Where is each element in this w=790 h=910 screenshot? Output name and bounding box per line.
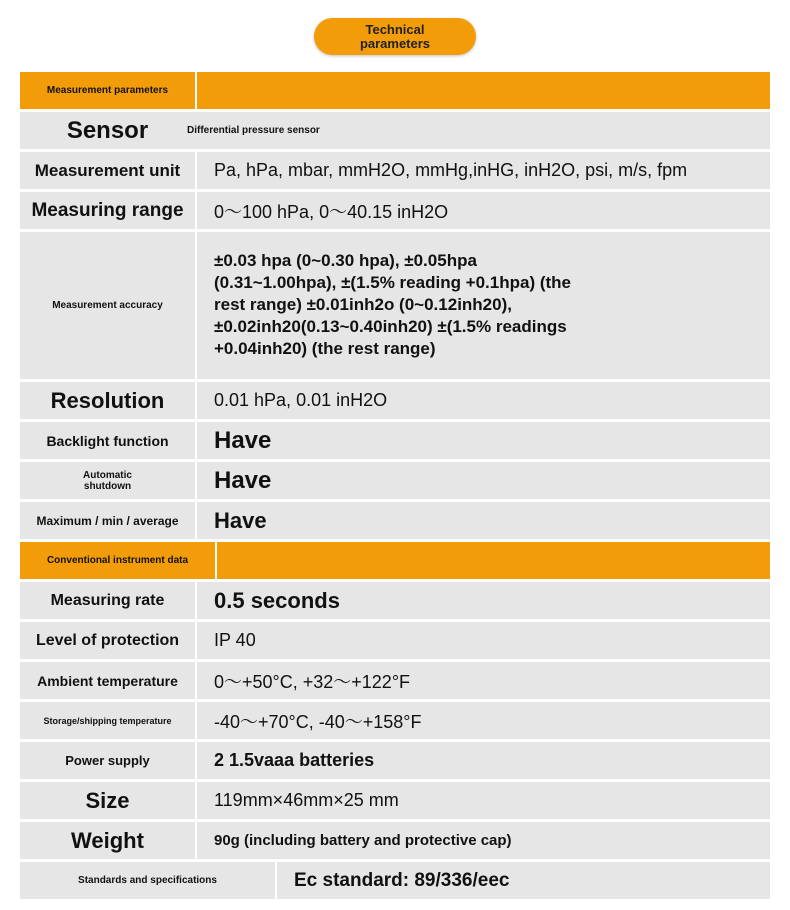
table-row: [20, 582, 770, 619]
table-row: [20, 192, 770, 229]
table-row: [20, 232, 770, 379]
row-value: 90g (including battery and protective cap): [197, 822, 770, 859]
row-value: 0～100 hPa, 0～40.15 inH2O: [197, 192, 770, 229]
spec-table: [20, 72, 770, 902]
row-value: 119mm×46mm×25 mm: [197, 782, 770, 819]
row-label: Size: [20, 782, 195, 819]
row-value: 0.5 seconds: [197, 582, 770, 619]
row-value: IP 40: [197, 622, 770, 659]
table-row: [20, 862, 770, 899]
table-row: [20, 502, 770, 539]
table-row: [20, 152, 770, 189]
row-value: Have: [197, 502, 770, 539]
row-value: Ec standard: 89/336/eec: [277, 862, 770, 899]
row-label: Ambient temperature: [20, 662, 195, 699]
table-row: [20, 462, 770, 499]
row-label: Standards and specifications: [20, 862, 275, 899]
title-text: Technical parameters: [359, 21, 431, 51]
table-row: [20, 112, 770, 149]
row-value: ±0.03 hpa (0~0.30 hpa), ±0.05hpa (0.31~1.00hpa), ±(1.5% reading +0.1hpa) (the rest range) ±0.01inh2o (0~0.12inh20), ±0.02inh20(0.13~0.40inh20) ±(1.5% readings +0.04inh20) (the rest range): [197, 232, 770, 379]
row-value: Have: [197, 422, 770, 459]
table-row: [20, 702, 770, 739]
table-row: [20, 382, 770, 419]
row-label: Measurement unit: [20, 152, 195, 189]
row-label: Sensor: [20, 112, 195, 149]
row-value: 0.01 hPa, 0.01 inH2O: [197, 382, 770, 419]
row-label: Measuring range: [20, 192, 195, 229]
row-label: Backlight function: [20, 422, 195, 459]
row-value: Have: [197, 462, 770, 499]
row-label: Measuring rate: [20, 582, 195, 619]
row-label: Level of protection: [20, 622, 195, 659]
row-label: Resolution: [20, 382, 195, 419]
title-badge: [314, 18, 476, 55]
row-label: Weight: [20, 822, 195, 859]
table-row: [20, 742, 770, 779]
row-value: 0～+50°C, +32～+122°F: [197, 662, 770, 699]
row-label: Automatic shutdown: [20, 462, 195, 499]
table-row: [20, 662, 770, 699]
row-value: -40～+70°C, -40～+158°F: [197, 702, 770, 739]
section-label: Measurement parameters: [20, 72, 195, 109]
row-value: 2 1.5vaaa batteries: [197, 742, 770, 779]
table-row: [20, 622, 770, 659]
table-row: [20, 822, 770, 859]
row-label: Measurement accuracy: [20, 232, 195, 379]
row-label: Maximum / min / average: [20, 502, 195, 539]
row-label: Power supply: [20, 742, 195, 779]
row-value: Differential pressure sensor: [187, 112, 770, 149]
table-row: [20, 422, 770, 459]
table-row: [20, 782, 770, 819]
section-header: [20, 542, 770, 579]
row-value: Pa, hPa, mbar, mmH2O, mmHg,inHG, inH2O, psi, m/s, fpm: [197, 152, 770, 189]
section-header: [20, 72, 770, 109]
row-label: Storage/shipping temperature: [20, 702, 195, 739]
section-label: Conventional instrument data: [20, 542, 215, 579]
